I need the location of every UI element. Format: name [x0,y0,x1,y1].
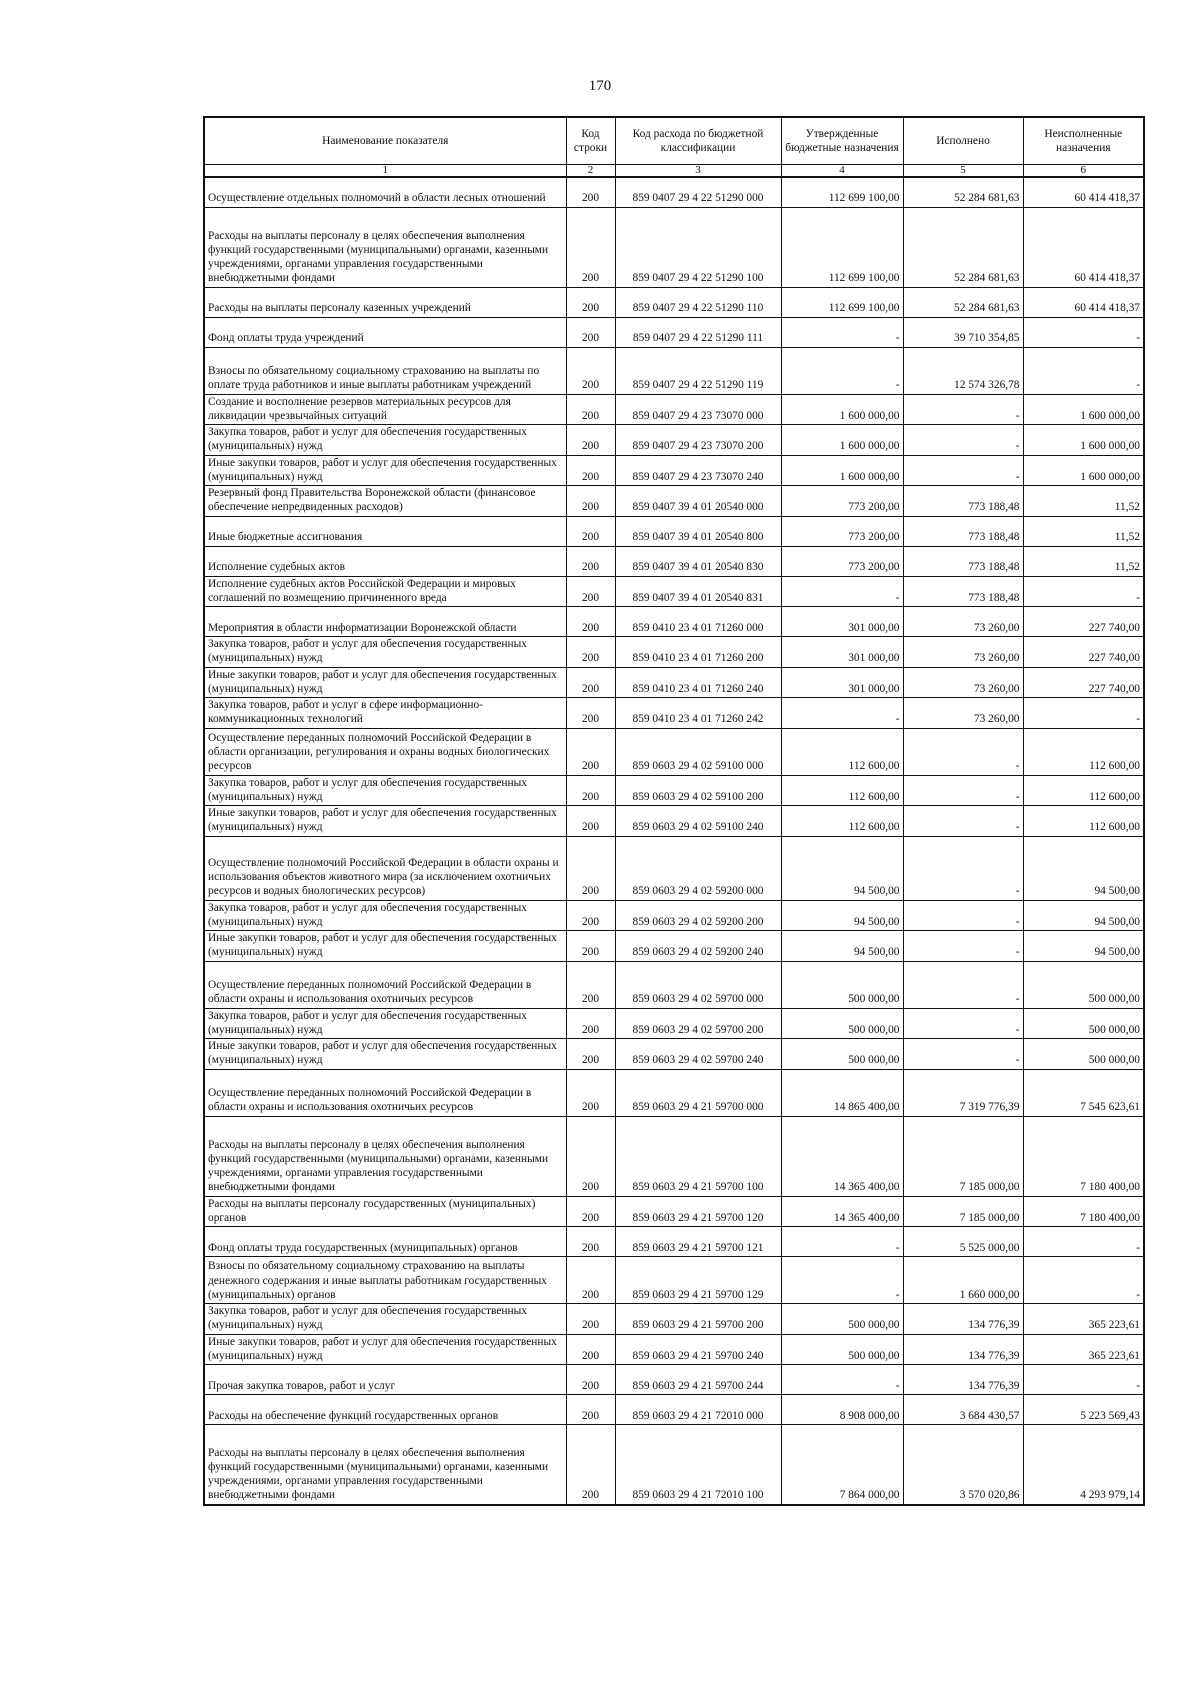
unexecuted-amount-cell: - [1023,1365,1144,1395]
unexecuted-amount-cell: 4 293 979,14 [1023,1425,1144,1505]
executed-amount-cell: - [903,900,1023,931]
row-code-cell: 200 [566,177,615,207]
header-row-code: Код строки [566,117,615,165]
unexecuted-amount-cell: 500 000,00 [1023,961,1144,1008]
row-code-cell: 200 [566,455,615,486]
row-code-cell: 200 [566,516,615,546]
approved-amount-cell: 8 908 000,00 [781,1395,903,1425]
approved-amount-cell: 1 600 000,00 [781,425,903,456]
executed-amount-cell: - [903,455,1023,486]
approved-amount-cell: 500 000,00 [781,1008,903,1039]
indicator-name-cell: Закупка товаров, работ и услуг в сфере информационно-коммуникационных технологий [204,698,566,729]
row-code-cell: 200 [566,1116,615,1196]
table-row [204,775,1144,806]
table-row [204,900,1144,931]
table-body [204,177,1144,1505]
unexecuted-amount-cell: 365 223,61 [1023,1334,1144,1365]
executed-amount-cell: 7 185 000,00 [903,1116,1023,1196]
indicator-name-cell: Взносы по обязательному социальному страхованию на выплаты денежного содержания и иные выплаты работникам государственных (муниципальных) органов [204,1257,566,1304]
indicator-name-cell: Иные бюджетные ассигнования [204,516,566,546]
approved-amount-cell: 773 200,00 [781,516,903,546]
row-code-cell: 200 [566,667,615,698]
column-number: 4 [781,165,903,178]
indicator-name-cell: Иные закупки товаров, работ и услуг для обеспечения государственных (муниципальных) нужд [204,455,566,486]
classification-code-cell: 859 0603 29 4 21 59700 120 [615,1196,781,1227]
classification-code-cell: 859 0603 29 4 21 59700 244 [615,1365,781,1395]
unexecuted-amount-cell: 60 414 418,37 [1023,287,1144,317]
unexecuted-amount-cell: 11,52 [1023,486,1144,517]
approved-amount-cell: - [781,1227,903,1257]
approved-amount-cell: 1 600 000,00 [781,455,903,486]
indicator-name-cell: Взносы по обязательному социальному страхованию на выплаты по оплате труда работников и иные выплаты работникам учреждений [204,347,566,394]
approved-amount-cell: 773 200,00 [781,546,903,576]
classification-code-cell: 859 0407 29 4 22 51290 100 [615,207,781,287]
classification-code-cell: 859 0407 39 4 01 20540 800 [615,516,781,546]
table-row [204,576,1144,607]
approved-amount-cell: 94 500,00 [781,900,903,931]
unexecuted-amount-cell: 1 600 000,00 [1023,455,1144,486]
indicator-name-cell: Закупка товаров, работ и услуг для обеспечения государственных (муниципальных) нужд [204,900,566,931]
table-row [204,317,1144,347]
classification-code-cell: 859 0410 23 4 01 71260 240 [615,667,781,698]
indicator-name-cell: Закупка товаров, работ и услуг для обеспечения государственных (муниципальных) нужд [204,425,566,456]
table-row [204,1039,1144,1070]
row-code-cell: 200 [566,1008,615,1039]
row-code-cell: 200 [566,1039,615,1070]
classification-code-cell: 859 0603 29 4 21 72010 000 [615,1395,781,1425]
classification-code-cell: 859 0407 29 4 23 73070 240 [615,455,781,486]
indicator-name-cell: Осуществление переданных полномочий Российской Федерации в области охраны и использования охотничьих ресурсов [204,1069,566,1116]
table-row [204,1425,1144,1505]
unexecuted-amount-cell: 94 500,00 [1023,836,1144,900]
table-row [204,931,1144,962]
approved-amount-cell: - [781,1257,903,1304]
executed-amount-cell: 52 284 681,63 [903,287,1023,317]
approved-amount-cell: - [781,347,903,394]
approved-amount-cell: 112 600,00 [781,806,903,837]
table-row [204,394,1144,425]
unexecuted-amount-cell: - [1023,1257,1144,1304]
row-code-cell: 200 [566,1227,615,1257]
indicator-name-cell: Иные закупки товаров, работ и услуг для обеспечения государственных (муниципальных) нужд [204,1039,566,1070]
unexecuted-amount-cell: 227 740,00 [1023,667,1144,698]
indicator-name-cell: Расходы на выплаты персоналу в целях обеспечения выполнения функций государственными (муниципальными) органами, казенными учреждениями, органами управления государственными внебюджетными фондами [204,207,566,287]
classification-code-cell: 859 0407 39 4 01 20540 831 [615,576,781,607]
indicator-name-cell: Закупка товаров, работ и услуг для обеспечения государственных (муниципальных) нужд [204,1008,566,1039]
header-indicator-name: Наименование показателя [204,117,566,165]
table-row [204,1334,1144,1365]
approved-amount-cell: 773 200,00 [781,486,903,517]
column-number: 6 [1023,165,1144,178]
executed-amount-cell: 773 188,48 [903,546,1023,576]
indicator-name-cell: Расходы на выплаты персоналу государственных (муниципальных) органов [204,1196,566,1227]
indicator-name-cell: Осуществление отдельных полномочий в области лесных отношений [204,177,566,207]
row-code-cell: 200 [566,1425,615,1505]
classification-code-cell: 859 0603 29 4 21 59700 240 [615,1334,781,1365]
approved-amount-cell: 7 864 000,00 [781,1425,903,1505]
indicator-name-cell: Иные закупки товаров, работ и услуг для обеспечения государственных (муниципальных) нужд [204,806,566,837]
table-row [204,637,1144,668]
header-budget-classification: Код расхода по бюджетной классификации [615,117,781,165]
approved-amount-cell: 112 699 100,00 [781,287,903,317]
table-row [204,806,1144,837]
executed-amount-cell: 773 188,48 [903,486,1023,517]
classification-code-cell: 859 0407 29 4 23 73070 000 [615,394,781,425]
executed-amount-cell: 773 188,48 [903,516,1023,546]
executed-amount-cell: 73 260,00 [903,667,1023,698]
approved-amount-cell: 500 000,00 [781,1304,903,1335]
unexecuted-amount-cell: 227 740,00 [1023,637,1144,668]
executed-amount-cell: 3 570 020,86 [903,1425,1023,1505]
unexecuted-amount-cell: 112 600,00 [1023,806,1144,837]
table-row [204,961,1144,1008]
classification-code-cell: 859 0410 23 4 01 71260 242 [615,698,781,729]
executed-amount-cell: 12 574 326,78 [903,347,1023,394]
approved-amount-cell: - [781,576,903,607]
approved-amount-cell: 1 600 000,00 [781,394,903,425]
classification-code-cell: 859 0407 29 4 23 73070 200 [615,425,781,456]
classification-code-cell: 859 0603 29 4 02 59200 240 [615,931,781,962]
table-row [204,836,1144,900]
table-row [204,287,1144,317]
unexecuted-amount-cell: 7 180 400,00 [1023,1116,1144,1196]
approved-amount-cell: 112 699 100,00 [781,177,903,207]
unexecuted-amount-cell: 60 414 418,37 [1023,207,1144,287]
row-code-cell: 200 [566,207,615,287]
row-code-cell: 200 [566,486,615,517]
unexecuted-amount-cell: 7 180 400,00 [1023,1196,1144,1227]
row-code-cell: 200 [566,425,615,456]
indicator-name-cell: Расходы на выплаты персоналу казенных учреждений [204,287,566,317]
table-row [204,425,1144,456]
row-code-cell: 200 [566,607,615,637]
indicator-name-cell: Расходы на выплаты персоналу в целях обеспечения выполнения функций государственными (муниципальными) органами, казенными учреждениями, органами управления государственными внебюджетными фондами [204,1425,566,1505]
table-row [204,698,1144,729]
executed-amount-cell: - [903,961,1023,1008]
column-number: 2 [566,165,615,178]
table-row [204,728,1144,775]
indicator-name-cell: Закупка товаров, работ и услуг для обеспечения государственных (муниципальных) нужд [204,775,566,806]
executed-amount-cell: 3 684 430,57 [903,1395,1023,1425]
indicator-name-cell: Фонд оплаты труда учреждений [204,317,566,347]
classification-code-cell: 859 0410 23 4 01 71260 200 [615,637,781,668]
indicator-name-cell: Создание и восполнение резервов материальных ресурсов для ликвидации чрезвычайных ситуаций [204,394,566,425]
approved-amount-cell: 500 000,00 [781,1039,903,1070]
unexecuted-amount-cell: 60 414 418,37 [1023,177,1144,207]
approved-amount-cell: 500 000,00 [781,1334,903,1365]
executed-amount-cell: 1 660 000,00 [903,1257,1023,1304]
row-code-cell: 200 [566,287,615,317]
table-row [204,607,1144,637]
unexecuted-amount-cell: - [1023,347,1144,394]
classification-code-cell: 859 0603 29 4 02 59700 000 [615,961,781,1008]
unexecuted-amount-cell: - [1023,698,1144,729]
indicator-name-cell: Исполнение судебных актов [204,546,566,576]
approved-amount-cell: 112 600,00 [781,728,903,775]
unexecuted-amount-cell: 11,52 [1023,516,1144,546]
row-code-cell: 200 [566,1334,615,1365]
column-number: 5 [903,165,1023,178]
classification-code-cell: 859 0603 29 4 21 59700 000 [615,1069,781,1116]
approved-amount-cell: - [781,698,903,729]
executed-amount-cell: - [903,1008,1023,1039]
row-code-cell: 200 [566,394,615,425]
column-number: 3 [615,165,781,178]
indicator-name-cell: Иные закупки товаров, работ и услуг для обеспечения государственных (муниципальных) нужд [204,1334,566,1365]
classification-code-cell: 859 0407 39 4 01 20540 000 [615,486,781,517]
classification-code-cell: 859 0407 29 4 22 51290 119 [615,347,781,394]
indicator-name-cell: Иные закупки товаров, работ и услуг для обеспечения государственных (муниципальных) нужд [204,667,566,698]
row-code-cell: 200 [566,546,615,576]
table-row [204,1196,1144,1227]
classification-code-cell: 859 0603 29 4 21 72010 100 [615,1425,781,1505]
table-row [204,486,1144,517]
executed-amount-cell: 52 284 681,63 [903,177,1023,207]
row-code-cell: 200 [566,728,615,775]
approved-amount-cell: 112 600,00 [781,775,903,806]
classification-code-cell: 859 0407 39 4 01 20540 830 [615,546,781,576]
classification-code-cell: 859 0603 29 4 02 59200 200 [615,900,781,931]
row-code-cell: 200 [566,931,615,962]
executed-amount-cell: 134 776,39 [903,1334,1023,1365]
table-row [204,1116,1144,1196]
executed-amount-cell: 134 776,39 [903,1365,1023,1395]
row-code-cell: 200 [566,1196,615,1227]
unexecuted-amount-cell: 11,52 [1023,546,1144,576]
indicator-name-cell: Прочая закупка товаров, работ и услуг [204,1365,566,1395]
budget-execution-table [203,116,1145,1506]
row-code-cell: 200 [566,775,615,806]
indicator-name-cell: Закупка товаров, работ и услуг для обеспечения государственных (муниципальных) нужд [204,637,566,668]
executed-amount-cell: 7 185 000,00 [903,1196,1023,1227]
classification-code-cell: 859 0603 29 4 02 59200 000 [615,836,781,900]
classification-code-cell: 859 0603 29 4 02 59700 240 [615,1039,781,1070]
unexecuted-amount-cell: 94 500,00 [1023,931,1144,962]
table-row [204,177,1144,207]
classification-code-cell: 859 0407 29 4 22 51290 111 [615,317,781,347]
classification-code-cell: 859 0603 29 4 21 59700 129 [615,1257,781,1304]
table-header [204,117,1144,177]
unexecuted-amount-cell: 7 545 623,61 [1023,1069,1144,1116]
unexecuted-amount-cell: - [1023,1227,1144,1257]
classification-code-cell: 859 0407 29 4 22 51290 000 [615,177,781,207]
classification-code-cell: 859 0603 29 4 21 59700 200 [615,1304,781,1335]
executed-amount-cell: - [903,775,1023,806]
executed-amount-cell: - [903,806,1023,837]
indicator-name-cell: Расходы на обеспечение функций государственных органов [204,1395,566,1425]
header-executed: Исполнено [903,117,1023,165]
table-row [204,546,1144,576]
unexecuted-amount-cell: 1 600 000,00 [1023,425,1144,456]
classification-code-cell: 859 0603 29 4 02 59100 000 [615,728,781,775]
indicator-name-cell: Исполнение судебных актов Российской Федерации и мировых соглашений по возмещению причиненного вреда [204,576,566,607]
indicator-name-cell: Иные закупки товаров, работ и услуг для обеспечения государственных (муниципальных) нужд [204,931,566,962]
executed-amount-cell: - [903,425,1023,456]
classification-code-cell: 859 0603 29 4 02 59100 240 [615,806,781,837]
unexecuted-amount-cell: 1 600 000,00 [1023,394,1144,425]
unexecuted-amount-cell: 500 000,00 [1023,1039,1144,1070]
executed-amount-cell: 5 525 000,00 [903,1227,1023,1257]
indicator-name-cell: Резервный фонд Правительства Воронежской области (финансовое обеспечение непредвиденных расходов) [204,486,566,517]
row-code-cell: 200 [566,900,615,931]
row-code-cell: 200 [566,698,615,729]
approved-amount-cell: 94 500,00 [781,931,903,962]
executed-amount-cell: 73 260,00 [903,637,1023,668]
table-row [204,1395,1144,1425]
row-code-cell: 200 [566,1395,615,1425]
executed-amount-cell: - [903,836,1023,900]
table-row [204,516,1144,546]
column-number: 1 [204,165,566,178]
unexecuted-amount-cell: 227 740,00 [1023,607,1144,637]
row-code-cell: 200 [566,576,615,607]
row-code-cell: 200 [566,1257,615,1304]
table-row [204,347,1144,394]
indicator-name-cell: Осуществление переданных полномочий Российской Федерации в области охраны и использования охотничьих ресурсов [204,961,566,1008]
header-approved: Утвержденные бюджетные назначения [781,117,903,165]
indicator-name-cell: Расходы на выплаты персоналу в целях обеспечения выполнения функций государственными (муниципальными) органами, казенными учреждениями, органами управления государственными внебюджетными фондами [204,1116,566,1196]
classification-code-cell: 859 0603 29 4 21 59700 121 [615,1227,781,1257]
unexecuted-amount-cell: 5 223 569,43 [1023,1395,1144,1425]
row-code-cell: 200 [566,1304,615,1335]
unexecuted-amount-cell: 112 600,00 [1023,775,1144,806]
unexecuted-amount-cell: 94 500,00 [1023,900,1144,931]
table-row [204,1304,1144,1335]
indicator-name-cell: Фонд оплаты труда государственных (муниципальных) органов [204,1227,566,1257]
page-number: 170 [588,78,612,94]
unexecuted-amount-cell: - [1023,576,1144,607]
table-row [204,667,1144,698]
table-row [204,1069,1144,1116]
unexecuted-amount-cell: - [1023,317,1144,347]
approved-amount-cell: 14 865 400,00 [781,1069,903,1116]
executed-amount-cell: 39 710 354,85 [903,317,1023,347]
approved-amount-cell: 301 000,00 [781,637,903,668]
unexecuted-amount-cell: 365 223,61 [1023,1304,1144,1335]
indicator-name-cell: Закупка товаров, работ и услуг для обеспечения государственных (муниципальных) нужд [204,1304,566,1335]
approved-amount-cell: 14 365 400,00 [781,1196,903,1227]
row-code-cell: 200 [566,1365,615,1395]
executed-amount-cell: - [903,728,1023,775]
approved-amount-cell: - [781,1365,903,1395]
approved-amount-cell: 500 000,00 [781,961,903,1008]
executed-amount-cell: 73 260,00 [903,607,1023,637]
table-row [204,207,1144,287]
classification-code-cell: 859 0603 29 4 21 59700 100 [615,1116,781,1196]
classification-code-cell: 859 0407 29 4 22 51290 110 [615,287,781,317]
executed-amount-cell: - [903,931,1023,962]
executed-amount-cell: 73 260,00 [903,698,1023,729]
row-code-cell: 200 [566,961,615,1008]
approved-amount-cell: - [781,317,903,347]
executed-amount-cell: 773 188,48 [903,576,1023,607]
approved-amount-cell: 14 365 400,00 [781,1116,903,1196]
approved-amount-cell: 94 500,00 [781,836,903,900]
row-code-cell: 200 [566,637,615,668]
approved-amount-cell: 301 000,00 [781,667,903,698]
row-code-cell: 200 [566,317,615,347]
row-code-cell: 200 [566,836,615,900]
classification-code-cell: 859 0603 29 4 02 59100 200 [615,775,781,806]
table-row [204,1227,1144,1257]
executed-amount-cell: - [903,1039,1023,1070]
table-row [204,1008,1144,1039]
row-code-cell: 200 [566,806,615,837]
executed-amount-cell: 52 284 681,63 [903,207,1023,287]
classification-code-cell: 859 0410 23 4 01 71260 000 [615,607,781,637]
indicator-name-cell: Осуществление переданных полномочий Российской Федерации в области организации, регулирования и охраны водных биологических ресурсов [204,728,566,775]
table-row [204,1257,1144,1304]
approved-amount-cell: 301 000,00 [781,607,903,637]
executed-amount-cell: 134 776,39 [903,1304,1023,1335]
unexecuted-amount-cell: 112 600,00 [1023,728,1144,775]
approved-amount-cell: 112 699 100,00 [781,207,903,287]
executed-amount-cell: 7 319 776,39 [903,1069,1023,1116]
row-code-cell: 200 [566,1069,615,1116]
executed-amount-cell: - [903,394,1023,425]
table-row [204,455,1144,486]
unexecuted-amount-cell: 500 000,00 [1023,1008,1144,1039]
indicator-name-cell: Мероприятия в области информатизации Воронежской области [204,607,566,637]
indicator-name-cell: Осуществление полномочий Российской Федерации в области охраны и использования объектов животного мира (за исключением охотничьих ресурсов и водных биологических ресурсов) [204,836,566,900]
header-unexecuted: Неисполненные назначения [1023,117,1144,165]
table-row [204,1365,1144,1395]
classification-code-cell: 859 0603 29 4 02 59700 200 [615,1008,781,1039]
row-code-cell: 200 [566,347,615,394]
